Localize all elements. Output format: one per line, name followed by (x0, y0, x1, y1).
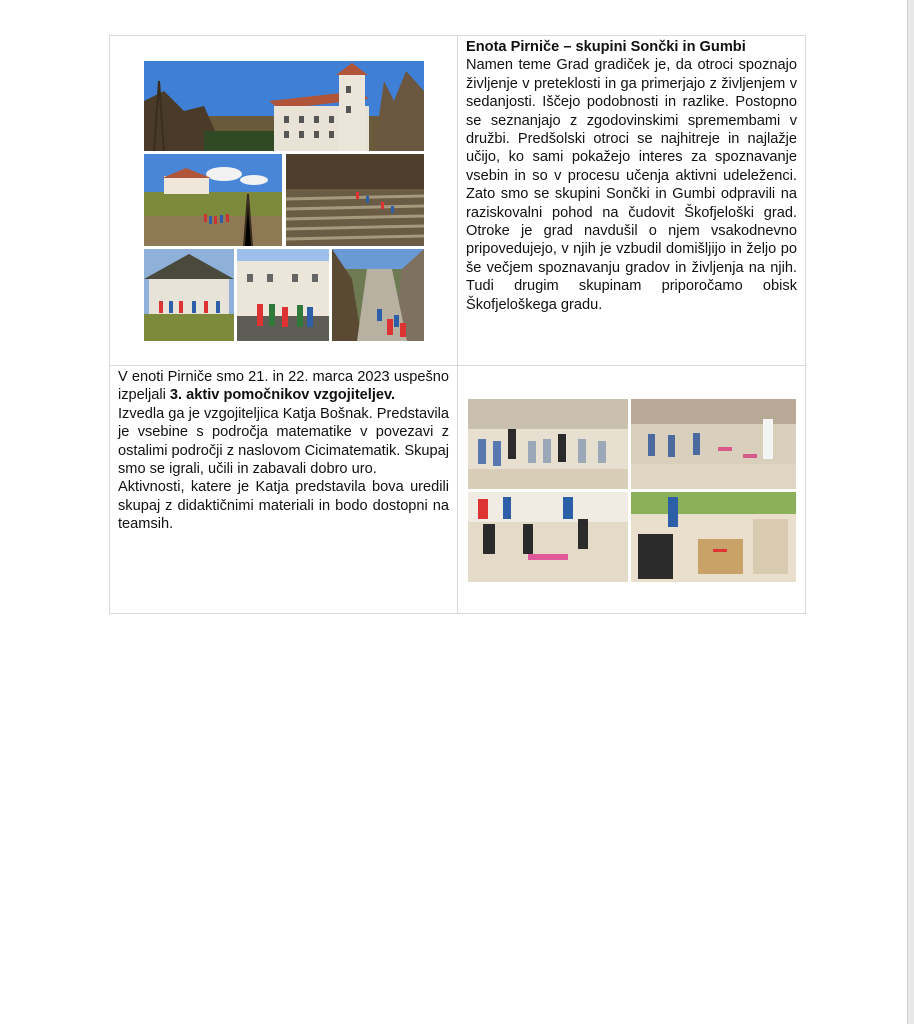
section-body: Namen teme Grad gradiček je, da otroci spoznajo življenje v preteklosti in ga primerjajo z življenjem v sedanjosti. Iščejo podobnosti in razlike. Postopno se seznanjajo z zgodovinskimi spremembami v družbi. Predšolski otroci se najhitreje in najlažje učijo, ko sami pokažejo interes za spoznavanje vsebin in so v procesu učenja aktivni udeleženci. Zato smo se skupini Sončki in Gumbi odpravili na raziskovalni pohod na čudovit Škofjeloški grad. Otroke je grad navdušil o njem vsakodnevno pripovedujejo, v njih je vzbudil domišljijo in željo po še večjem spoznavanju gradov in življenja na njih. Tudi drugim skupinam priporočamo obisk Škofjeloškega gradu. (466, 57, 797, 313)
castle-photo-3 (286, 154, 424, 246)
aktiv-intro-paragraph (118, 368, 449, 405)
castle-photo-2 (144, 154, 282, 246)
castle-photo-4 (144, 249, 234, 341)
workshop-photo-collage (468, 399, 796, 582)
table-row (110, 36, 806, 366)
aktiv-paragraph-2: Izvedla ga je vzgojiteljica Katja Bošnak. Predstavila je vsebine s področja matematike v povezavi z ostalimi področji z naslovom Cicimatematik. Skupaj smo se igrali, učili in zabavali dobro uro. (118, 405, 449, 478)
workshop-photo-cell (458, 366, 806, 614)
castle-photo-5 (237, 249, 329, 341)
aktiv-intro-text: V enoti Pirniče smo 21. in 22. marca 2023 uspešno izpeljali (118, 369, 449, 404)
page-edge (907, 0, 914, 1024)
aktiv-text-cell (110, 366, 458, 614)
castle-photo-6 (332, 249, 424, 341)
aktiv-title: 3. aktiv pomočnikov vzgojiteljev. (169, 387, 396, 404)
aktiv-paragraph-3: Aktivnosti, katere je Katja predstavila bova uredili skupaj z didaktičnimi materiali in bodo dostopni na teamsih. (118, 479, 449, 533)
enota-pirnice-cell (458, 36, 806, 366)
section-title: Enota Pirniče – skupini Sončki in Gumbi (466, 39, 746, 55)
castle-photo-1 (144, 61, 424, 151)
castle-photo-collage (144, 61, 424, 341)
photo-collage-cell (110, 36, 458, 366)
content-table (109, 35, 806, 614)
table-row (110, 366, 806, 614)
